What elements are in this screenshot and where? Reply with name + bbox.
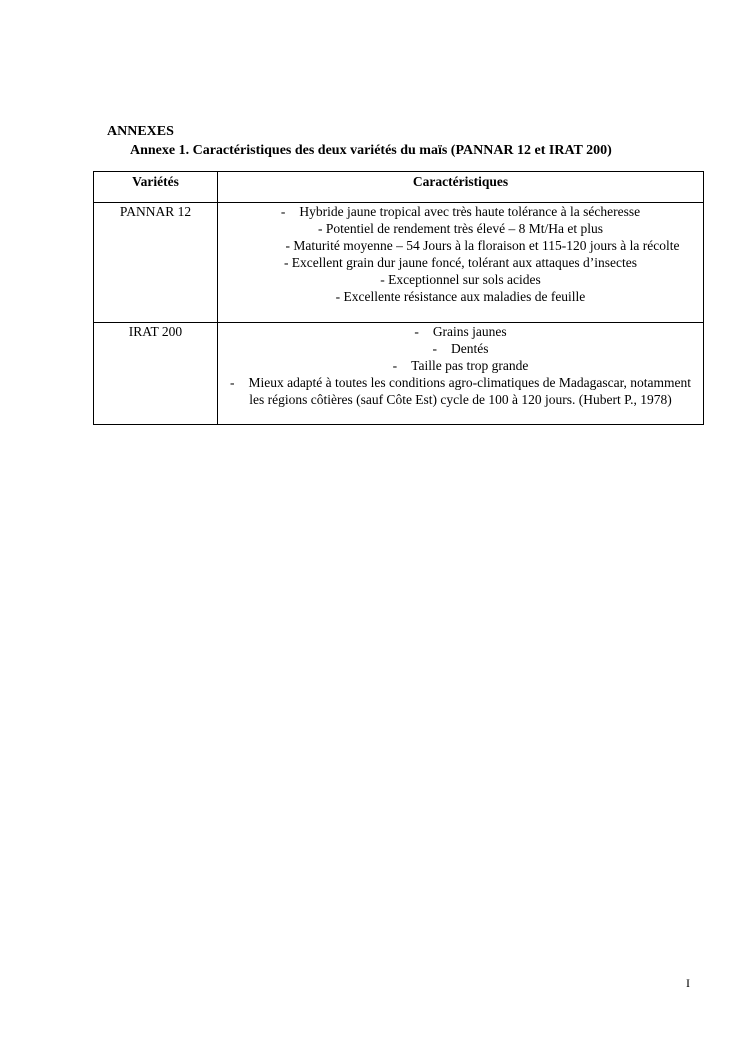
characteristic-line: - Excellent grain dur jaune foncé, tolérant aux attaques d’insectes [283,255,638,270]
bullet-dash: - [229,375,235,390]
bullet-dash: - [392,358,398,373]
characteristic-text: Mieux adapté à toutes les conditions agro-climatiques de Madagascar, notamment les régions côtières (sauf Côte Est) cycle de 100 à 120 jours. (Hubert P., 1978) [248,375,692,407]
annex-1-title: Annexe 1. Caractéristiques des deux variétés du maïs (PANNAR 12 et IRAT 200) [130,143,612,158]
header-caracteristiques: Caractéristiques [218,172,704,203]
bullet-dash: - [432,341,437,356]
characteristic-text: Taille pas trop grande [411,358,529,373]
header-varietes: Variétés [94,172,218,203]
characteristic-text: Dentés [451,341,489,356]
variety-cell: PANNAR 12 [94,203,218,323]
characteristic-line: - Excellente résistance aux maladies de feuille [335,289,586,304]
bullet-dash: - [280,204,286,219]
characteristic-line: - Potentiel de rendement très élevé – 8 Mt/Ha et plus [318,221,603,236]
characteristic-text: Grains jaunes [432,324,507,339]
table-header-row [94,172,704,203]
varieties-table [93,171,704,425]
table-row [94,203,704,323]
annexes-heading: ANNEXES [107,124,174,139]
variety-cell: IRAT 200 [94,323,218,425]
bullet-dash: - [414,324,419,339]
page-number: I [686,976,690,990]
characteristic-line [222,374,699,408]
characteristic-line [222,203,699,220]
characteristic-text: Hybride jaune tropical avec très haute tolérance à la sécheresse [299,204,641,219]
characteristic-line: - Maturité moyenne – 54 Jours à la floraison et 115-120 jours à la récolte [285,238,680,253]
characteristic-line [222,323,699,340]
characteristics-cell [218,203,704,323]
characteristic-line: - Exceptionnel sur sols acides [380,272,541,287]
characteristic-line [222,357,699,374]
characteristic-line [222,340,699,357]
table-row [94,323,704,425]
characteristics-cell [218,323,704,425]
